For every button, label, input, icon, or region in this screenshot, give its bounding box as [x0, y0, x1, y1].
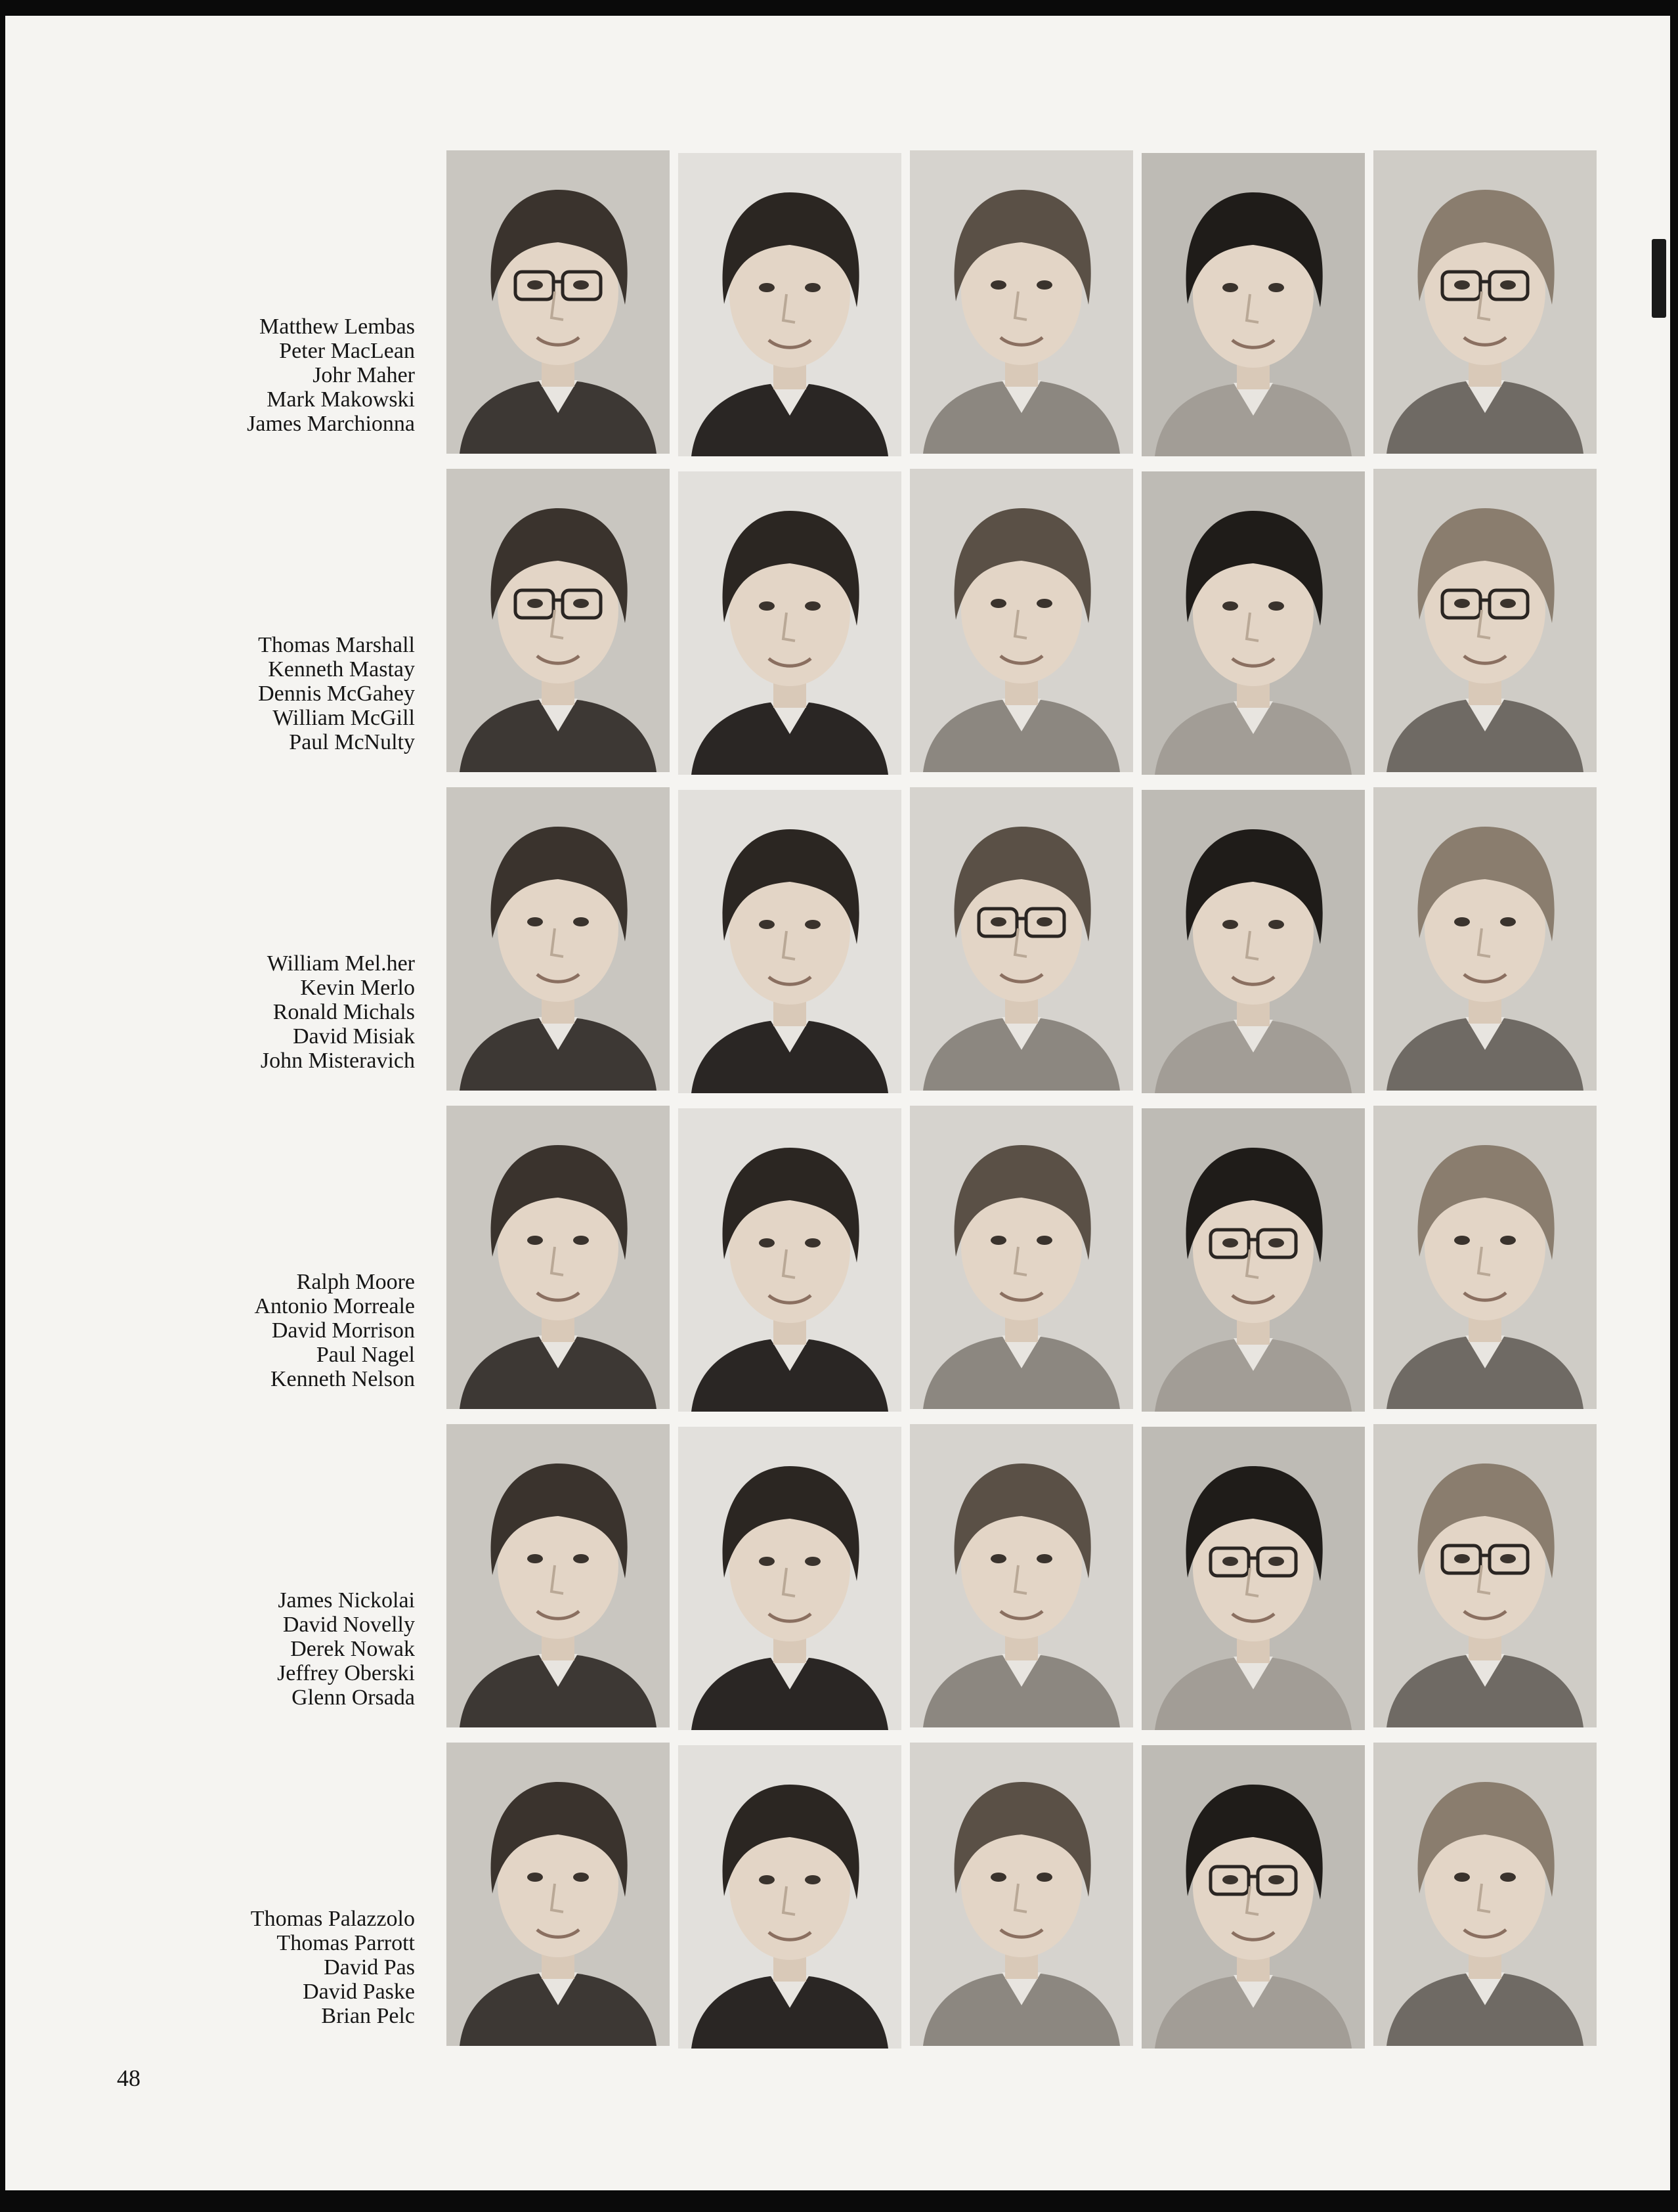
student-name: Thomas Palazzolo	[250, 1907, 415, 1931]
portrait-row	[5, 1424, 1670, 1733]
student-portrait	[678, 471, 901, 775]
student-portrait	[678, 1745, 901, 2049]
student-name: David Misiak	[292, 1024, 415, 1049]
portrait-row	[5, 150, 1670, 459]
student-portrait	[446, 1424, 670, 1727]
student-name: William Mel.her	[267, 951, 415, 976]
name-list	[139, 1270, 415, 1391]
student-portrait	[446, 787, 670, 1091]
student-portrait	[1373, 787, 1597, 1091]
portrait-row	[5, 787, 1670, 1096]
student-name: Paul McNulty	[289, 730, 415, 754]
student-name: Matthew Lembas	[259, 314, 415, 339]
student-portrait	[910, 1424, 1133, 1727]
portrait-row	[5, 1106, 1670, 1414]
student-portrait	[1142, 790, 1365, 1093]
student-name: David Pas	[324, 1955, 415, 1980]
student-name: David Morrison	[271, 1318, 415, 1343]
student-name: Johr Maher	[312, 363, 415, 387]
student-name: James Marchionna	[247, 412, 415, 436]
student-name: Derek Nowak	[290, 1637, 415, 1661]
student-portrait	[1373, 1424, 1597, 1727]
student-name: John Misteravich	[260, 1049, 415, 1073]
student-name: Ronald Michals	[272, 1000, 415, 1024]
student-portrait	[910, 150, 1133, 454]
student-portrait	[1373, 1743, 1597, 2046]
name-list	[139, 1907, 415, 2028]
student-name: Dennis McGahey	[258, 682, 415, 706]
student-portrait	[910, 787, 1133, 1091]
student-name: Antonio Morreale	[254, 1294, 415, 1318]
student-name: Mark Makowski	[267, 387, 415, 412]
student-portrait	[446, 1106, 670, 1409]
student-name: David Paske	[303, 1980, 415, 2004]
yearbook-page	[5, 16, 1670, 2190]
student-portrait	[446, 469, 670, 772]
student-name: Paul Nagel	[316, 1343, 415, 1367]
student-name: Jeffrey Oberski	[277, 1661, 415, 1685]
name-list	[139, 314, 415, 436]
student-portrait	[446, 1743, 670, 2046]
student-name: William McGill	[272, 706, 415, 730]
student-name: Ralph Moore	[296, 1270, 415, 1294]
portrait-row	[5, 1743, 1670, 2051]
student-portrait	[1142, 153, 1365, 456]
student-portrait	[1373, 1106, 1597, 1409]
student-portrait	[678, 153, 901, 456]
portrait-row	[5, 469, 1670, 777]
student-name: Kenneth Nelson	[270, 1367, 415, 1391]
student-portrait	[1373, 150, 1597, 454]
student-portrait	[910, 1106, 1133, 1409]
student-name: Brian Pelc	[321, 2004, 415, 2028]
student-portrait	[678, 1427, 901, 1730]
student-name: James Nickolai	[278, 1588, 415, 1613]
student-portrait	[678, 1108, 901, 1412]
name-list	[139, 951, 415, 1073]
student-portrait	[1373, 469, 1597, 772]
student-name: Glenn Orsada	[291, 1685, 415, 1710]
student-portrait	[1142, 471, 1365, 775]
student-portrait	[446, 150, 670, 454]
student-name: Kevin Merlo	[300, 976, 415, 1000]
page-number: 48	[117, 2065, 140, 2091]
student-name: Kenneth Mastay	[268, 657, 415, 682]
student-name: David Novelly	[282, 1613, 415, 1637]
student-portrait	[1142, 1427, 1365, 1730]
student-portrait	[910, 1743, 1133, 2046]
name-list	[139, 1588, 415, 1710]
student-name: Peter MacLean	[279, 339, 415, 363]
student-portrait	[910, 469, 1133, 772]
student-name: Thomas Parrott	[276, 1931, 415, 1955]
student-portrait	[678, 790, 901, 1093]
student-portrait	[1142, 1108, 1365, 1412]
student-portrait	[1142, 1745, 1365, 2049]
student-name: Thomas Marshall	[258, 633, 415, 657]
name-list	[139, 633, 415, 754]
